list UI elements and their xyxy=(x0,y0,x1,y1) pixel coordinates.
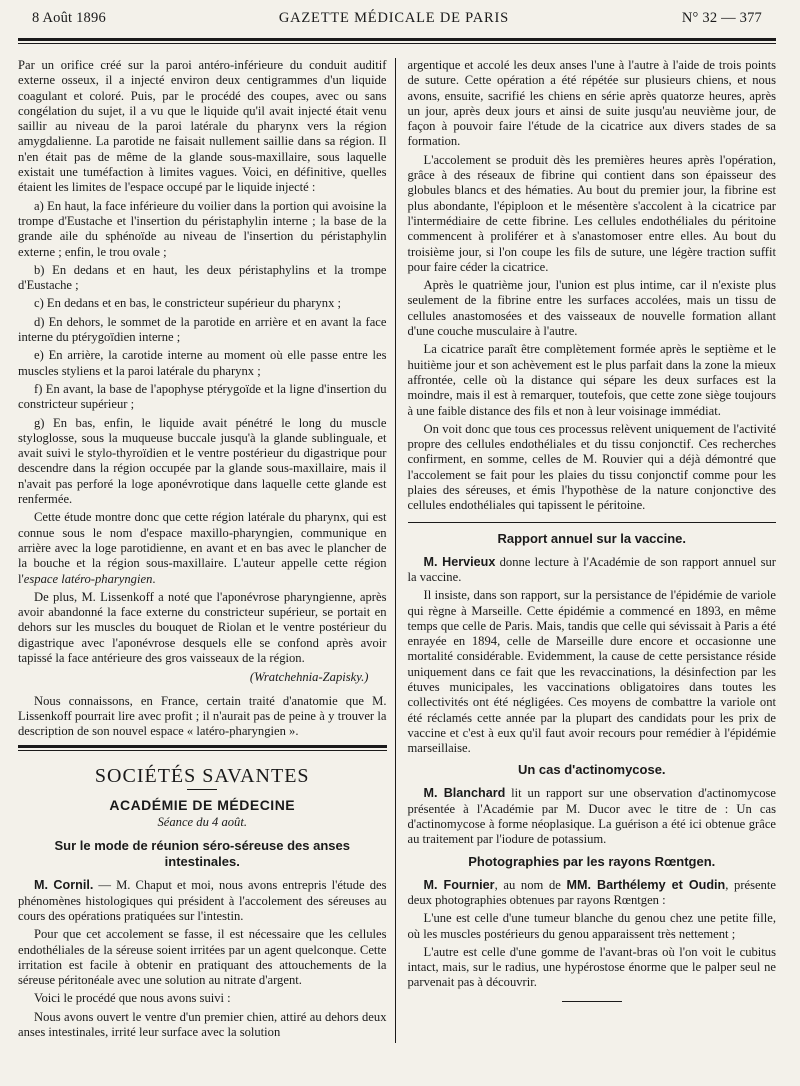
paragraph: Nous avons ouvert le ventre d'un premier chien, attiré au dehors deux anses intestinales, irrité leur surface avec la solution xyxy=(18,1009,387,1040)
list-item: e) En arrière, la carotide interne au moment où elle passe entre les muscles styliens et la paroi latérale du pharynx ; xyxy=(18,348,387,378)
session-date: Séance du 4 août. xyxy=(157,815,248,830)
list-item: b) En dedans et en haut, les deux péristaphylins et la trompe d'Eustache ; xyxy=(18,262,387,293)
paragraph: De plus, M. Lissenkoff a noté que l'aponévrose pharyngienne, après avoir abandonné la face externe du constricteur supérieur, se portait en dehors sur les muscles du bouquet de Riolan et le ventre postérieur du digastrique avec l'aponévrose desquels elle se confond après avoir tapissé la face antérieure des gros vaisseaux de la région. xyxy=(18,589,387,665)
paragraph xyxy=(18,878,387,924)
paragraph xyxy=(408,786,777,847)
speaker-name: M. Cornil. xyxy=(34,878,94,893)
paragraph xyxy=(408,878,777,909)
article-heading: Rapport annuel sur la vaccine. xyxy=(497,530,687,546)
end-rule xyxy=(562,1001,622,1002)
paragraph: La cicatrice paraît être complètement formée après le septième et le huitième jour et son achèvement est le plus parfait dans la zone la mieux affrontée, celle où la distance qui sépare les deux surfaces est la moindre, mais il est à remarquer, toutefois, que cette zone siège toujours à une faible distance des fils et non à leur voisinage immédiat. xyxy=(407,342,776,418)
paragraph-text: , au nom de xyxy=(494,877,567,892)
two-column-body xyxy=(18,58,776,1043)
article-heading: Photographies par les rayons Rœntgen. xyxy=(468,853,716,869)
source-citation: (Wratchehnia-Zapisky.) xyxy=(249,670,369,685)
society-name: ACADÉMIE DE MÉDECINE xyxy=(109,796,296,813)
speaker-name: MM. Barthélemy et Oudin xyxy=(566,877,726,892)
paragraph-text: , présente deux photographies obtenues par rayons Rœntgen : xyxy=(407,877,776,907)
paragraph: On voit donc que tous ces processus relèvent uniquement de l'activité propre des cellules endothéliales et du tissu conjonctif. Ces recherches confirment, en somme, celles de M. Rouvier qui a déjà démontré que l'accolement se fait pour les plaies du tissu conjonctif comme pour les plaies des séreuses, et émis l'hypothèse de la nature conjonctive des cellules endothéliales qui tapissent le péritoine. xyxy=(407,421,776,513)
right-column xyxy=(404,58,777,1043)
journal-title: GAZETTE MÉDICALE DE PARIS xyxy=(278,10,509,26)
italic-term: espace latéro-pharyngien xyxy=(23,571,153,586)
divider xyxy=(408,522,777,523)
speaker-name: M. Hervieux xyxy=(423,554,496,569)
paragraph-text: — M. Chaput et moi, nous avons entrepris l'étude des phénomènes histologiques qui président à l'accolement des séreuses au cours des opérations pratiquées sur l'intestin. xyxy=(18,878,387,923)
paragraph: Après le quatrième jour, l'union est plus intime, car il n'existe plus seulement de la fibrine entre les surfaces accolées, mais un tissu de cellules anastomosées et des vaisseaux de nouvelle formation allant d'une couche musculaire à l'autre. xyxy=(407,278,776,339)
left-column xyxy=(18,58,396,1043)
paragraph: Voici le procédé que nous avons suivi : xyxy=(34,991,231,1006)
paragraph-text: lit un rapport sur une observation d'actinomycose présentée à l'Académie par M. Ducor avec le titre de : Un cas d'actinomycose à forme néoplasique. La guérison a été ici obtenue grâce au traitement par l'iodure de potassium. xyxy=(407,786,776,847)
paragraph xyxy=(408,555,777,586)
paragraph-text: donne lecture à l'Académie de son rapport annuel sur la vaccine. xyxy=(407,554,776,584)
list-item: g) En bas, enfin, le liquide avait pénétré le long du muscle styloglosse, sous la muqueuse buccale jusqu'à la glande sublinguale, et avait suivi le stylo-thyroïdien et le ventre postérieur du digastrique pour descendre dans la région occupée par la glande sous-maxillaire, mais il n'avait pas perforé la loge aponévrotique dans laquelle cette glande est renfermée. xyxy=(18,415,387,507)
paragraph: Cette étude montre donc que cette région latérale du pharynx, qui est connue sous le nom d'espace maxillo-pharyngien, communique en arrière avec la loge parotidienne, en avant et en bas avec le plancher de la bouche et la région sous-maxillaire. L'auteur appelle cette région l'espace latéro-pharyngien. xyxy=(18,510,387,586)
paragraph: Il insiste, dans son rapport, sur la persistance de l'épidémie de variole qui règne à Marseille. Cette épidémie a commencé en 1893, en même temps que celle de Paris. Mais, tandis que celle qui sévissait à Paris a été enrayée en 1894, celle de Marseille dure encore et occasionne une mortalité considérable. Evidemment, la cause de cette persistance réside uniquement dans ce fait que les revaccinations, la désinfection par les étuves municipales, les vaccinations obligatoires dans toutes les collectivités ont été négligées. Ces moyens de combattre la variole ont été réclamés cette année par la plupart des candidats pour les prix de vaccine et c'est à eux qu'il faut avoir recours pour remédier à l'épidémie marseillaise. xyxy=(407,588,776,756)
paragraph: Par un orifice créé sur la paroi antéro-inférieure du conduit auditif externe osseux, il a injecté environ deux centigrammes d'un liquide coagulant et coloré. Puis, par le procédé des coupes, avec ou sans congélation du sujet, il a vu que le liquide qu'il avait injecté était venu saillir au niveau de la paroi latérale du pharynx vers la région amygdalienne. La parotide ne faisait nullement saillie dans sa région. Il n'en était pas de même de la glande sous-maxillaire, sous laquelle existait une tuméfaction à limites vagues. Voici, en définitive, quelles étaient les limites de l'espace occupé par le liquide injecté : xyxy=(18,58,387,195)
list-item: d) En dehors, le sommet de la parotide en arrière et en avant la face interne du ptérygoïdien interne ; xyxy=(18,314,387,345)
speaker-name: M. Blanchard xyxy=(423,786,506,801)
divider xyxy=(187,789,217,790)
section-rule-thin xyxy=(18,750,387,751)
list-item: f) En avant, la base de l'apophyse ptérygoïde et la ligne d'insertion du constricteur supérieur ; xyxy=(18,381,387,412)
running-header xyxy=(18,10,776,32)
section-rule xyxy=(18,745,387,748)
list-item: c) En dedans et en bas, le constricteur supérieur du pharynx ; xyxy=(34,296,342,311)
paragraph: L'une est celle d'une tumeur blanche du genou chez une petite fille, où les muscles postérieurs du genou apparaissent très nettement ; xyxy=(407,911,776,941)
speaker-name: M. Fournier xyxy=(423,877,495,892)
list-item: a) En haut, la face inférieure du voilier dans la portion qui avoisine la trompe d'Eustache et l'insertion du péristaphylin interne ; la base de la grande aile du sphénoïde au niveau de l'insertion du péristaphylin externe ; enfin, le trou ovale ; xyxy=(18,198,387,259)
paragraph: argentique et accolé les deux anses l'une à l'autre à l'aide de trois points de suture. Cette opération a été répétée sur plusieurs chiens, et nous avons, ensuite, sacrifié les chiens en série après quatorze heures, après un jour, après deux jours et ainsi de suite jusqu'au neuvième jour, de façon à pouvoir faire l'étude de la cicatrice aux divers stades de sa formation. xyxy=(407,58,776,149)
header-rule xyxy=(18,38,776,41)
paragraph: Pour que cet accolement se fasse, il est nécessaire que les cellules endothéliales de la séreuse soient irritées par un agent quelconque. Cette irritation est facile à obtenir en pratiquant des attouchements de la séreuse péritonéale avec une solution au nitrate d'argent. xyxy=(18,927,387,988)
header-rule-thin xyxy=(18,43,776,44)
article-heading: Un cas d'actinomycose. xyxy=(517,762,666,778)
header-date: 8 Août 1896 xyxy=(32,10,106,26)
issue-page-number: N° 32 — 377 xyxy=(681,10,762,26)
paragraph-text: Cette étude montre donc que cette région latérale du pharynx, qui est connue sous le nom d'espace maxillo-pharyngien, communique en arrière avec la loge parotidienne, en avant et en bas avec le plancher de la bouche et la région sous-maxillaire. L'auteur appelle cette région l' xyxy=(18,510,387,586)
paragraph: L'autre est celle d'une gomme de l'avant-bras où l'on voit le cubitus intact, mais, sur le radius, une hypérostose énorme que le palper seul ne parvenait pas à découvrir. xyxy=(407,944,776,990)
paragraph: L'accolement se produit dès les premières heures après l'opération, grâce à des réseaux de fibrine qui contient dans son épaisseur des globules blancs et des hématies. Au bout du premier jour, la fibrine est plus abondante, l'épiploon et le mésentère s'accolent à la cicatrice par l'intermédiaire de cette fibrine. Les cellules endothéliales du péritoine commencent à proliférer et à s'anastomoser entre elles. Au bout du troisième jour, si l'on coupe les fils de suture, une légère traction suffit pour faire céder la cicatrice. xyxy=(407,152,776,274)
paragraph: Nous connaissons, en France, certain traité d'anatomie que M. Lissenkoff pourrait lire avec profit ; il n'aurait pas de peine à y trouver la description de son nouvel espace « latéro-pharyngien ». xyxy=(18,693,387,739)
article-heading: Sur le mode de réunion séro-séreuse des anses intestinales. xyxy=(54,838,350,870)
section-title: SOCIÉTÉS SAVANTES xyxy=(94,765,310,788)
